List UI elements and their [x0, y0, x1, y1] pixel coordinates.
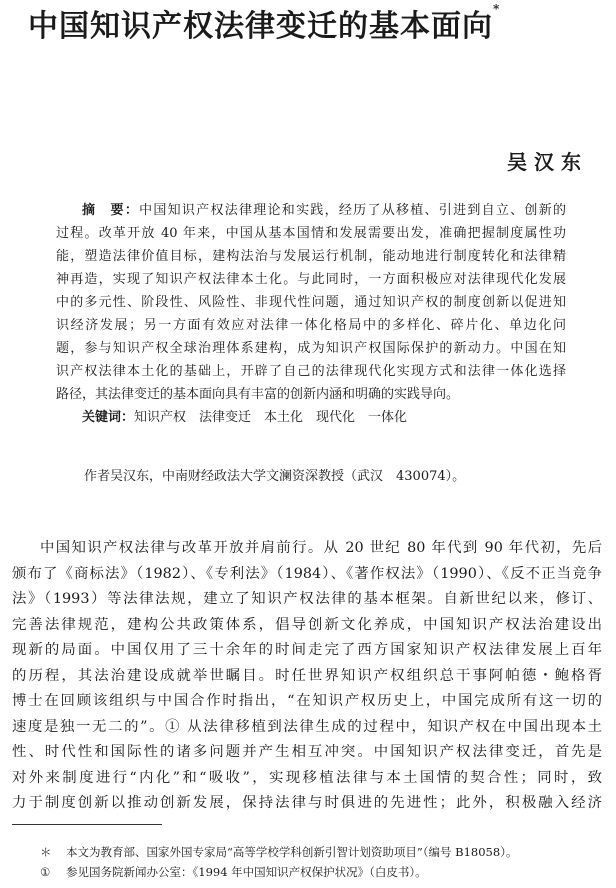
author-name: 吴汉东: [507, 150, 588, 174]
abstract-label: 摘 要：: [82, 203, 140, 218]
body-line: 对外来制度进行“内化”和“吸收”，实现移植法律与本土国情的契合性；同时，致: [12, 769, 602, 786]
footnote-divider: [12, 824, 162, 825]
body-line: 现新的局面。中国仅用了三十余年的时间走完了西方国家知识产权法律发展上百年: [12, 642, 602, 658]
abstract-line: 题，参与知识产权全球治理体系建构，成为知识产权国际保护的新动力。中国在知: [56, 341, 566, 356]
abstract-line: 识产权法律本土化的基础上，开辟了自己的法律现代化实现方式和法律一体化选择: [56, 364, 566, 379]
keywords-text: 知识产权 法律变迁 本土化 现代化 一体化: [134, 410, 408, 425]
body-line: 中国知识产权法律与改革开放并肩前行。从 20 世纪 80 年代到 90 年代初，先后: [40, 540, 602, 556]
abstract-line: 能，塑造法律价值目标，建构法治与发展运行机制，能动地进行制度转化和法律精: [56, 249, 566, 264]
body-line: 的历程，其法治建设成就举世瞩目。时任世界知识产权组织总干事阿帕德・鲍格胥: [12, 667, 602, 684]
keywords: [56, 406, 566, 429]
footnote-mark: ①: [40, 865, 51, 879]
body-line: 完善法律规范，建构公共政策体系，倡导创新文化养成，中国知识产权法治建设出: [12, 616, 602, 633]
abstract-line: 过程。改革开放 40 年来，中国从基本国情和发展需要出发，准确把握制度属性功: [56, 226, 566, 241]
keywords-label: 关键词：: [82, 410, 135, 425]
abstract-line: 神再造，实现了知识产权法律本土化。与此同时，一方面积极应对法律现代化发展: [56, 272, 566, 287]
body-line: 颁布了《商标法》（1982）、《专利法》（1984）、《著作权法》（1990）、《反不正当竞争: [12, 565, 602, 582]
title-text: 中国知识产权法律变迁的基本面向: [28, 9, 493, 44]
footnotes: [40, 842, 610, 882]
abstract-line: 识经济发展；另一方面有效应对法律一体化格局中的多样化、碎片化、单边化问: [56, 318, 566, 333]
abstract-line: [56, 199, 566, 222]
title-footnote-mark: *: [493, 2, 501, 16]
footnote-text: 参见国务院新闻办公室：《1994 年中国知识产权保护状况》（白皮书）。: [66, 865, 427, 879]
body-line: 性、时代性和国际性的诸多问题并产生相互冲突。中国知识产权法律变迁，首先是: [12, 744, 602, 760]
footnote-text: 本文为教育部、国家外国专家局“高等学校学科创新引智计划资助项目”（编号 B18058）。: [66, 845, 518, 859]
abstract-line: 路径，其法律变迁的基本面向具有丰富的创新内涵和明确的实践导向。: [56, 387, 460, 402]
body-line: 力于制度创新以推动创新发展，保持法律与时俱进的先进性；此外，积极融入经济: [12, 795, 602, 811]
body-text: [12, 536, 602, 817]
author-affiliation: 作者吴汉东，中南财经政法大学文澜资深教授（武汉 430074）。: [84, 469, 466, 484]
body-line: 博士在回顾该组织与中国合作时指出，“在知识产权历史上，中国完成所有这一切的: [12, 693, 602, 709]
article-title: [28, 4, 588, 44]
footnote-mark: ＊: [40, 845, 52, 859]
footnote-item: [40, 842, 610, 862]
abstract: [56, 199, 566, 429]
body-line: 法》（1993）等法律法规，建立了知识产权法律的基本框架。自新世纪以来，修订、: [12, 591, 602, 607]
body-line: 速度是独一无二的”。① 从法律移植到法律生成的过程中，知识产权在中国出现本土: [12, 718, 602, 735]
abstract-line: 中的多元性、阶段性、风险性、非现代性问题，通过知识产权的制度创新以促进知: [56, 295, 566, 310]
abstract-text: 中国知识产权法律理论和实践，经历了从移植、引进到自立、创新的: [139, 203, 566, 218]
footnote-item: [40, 862, 610, 882]
